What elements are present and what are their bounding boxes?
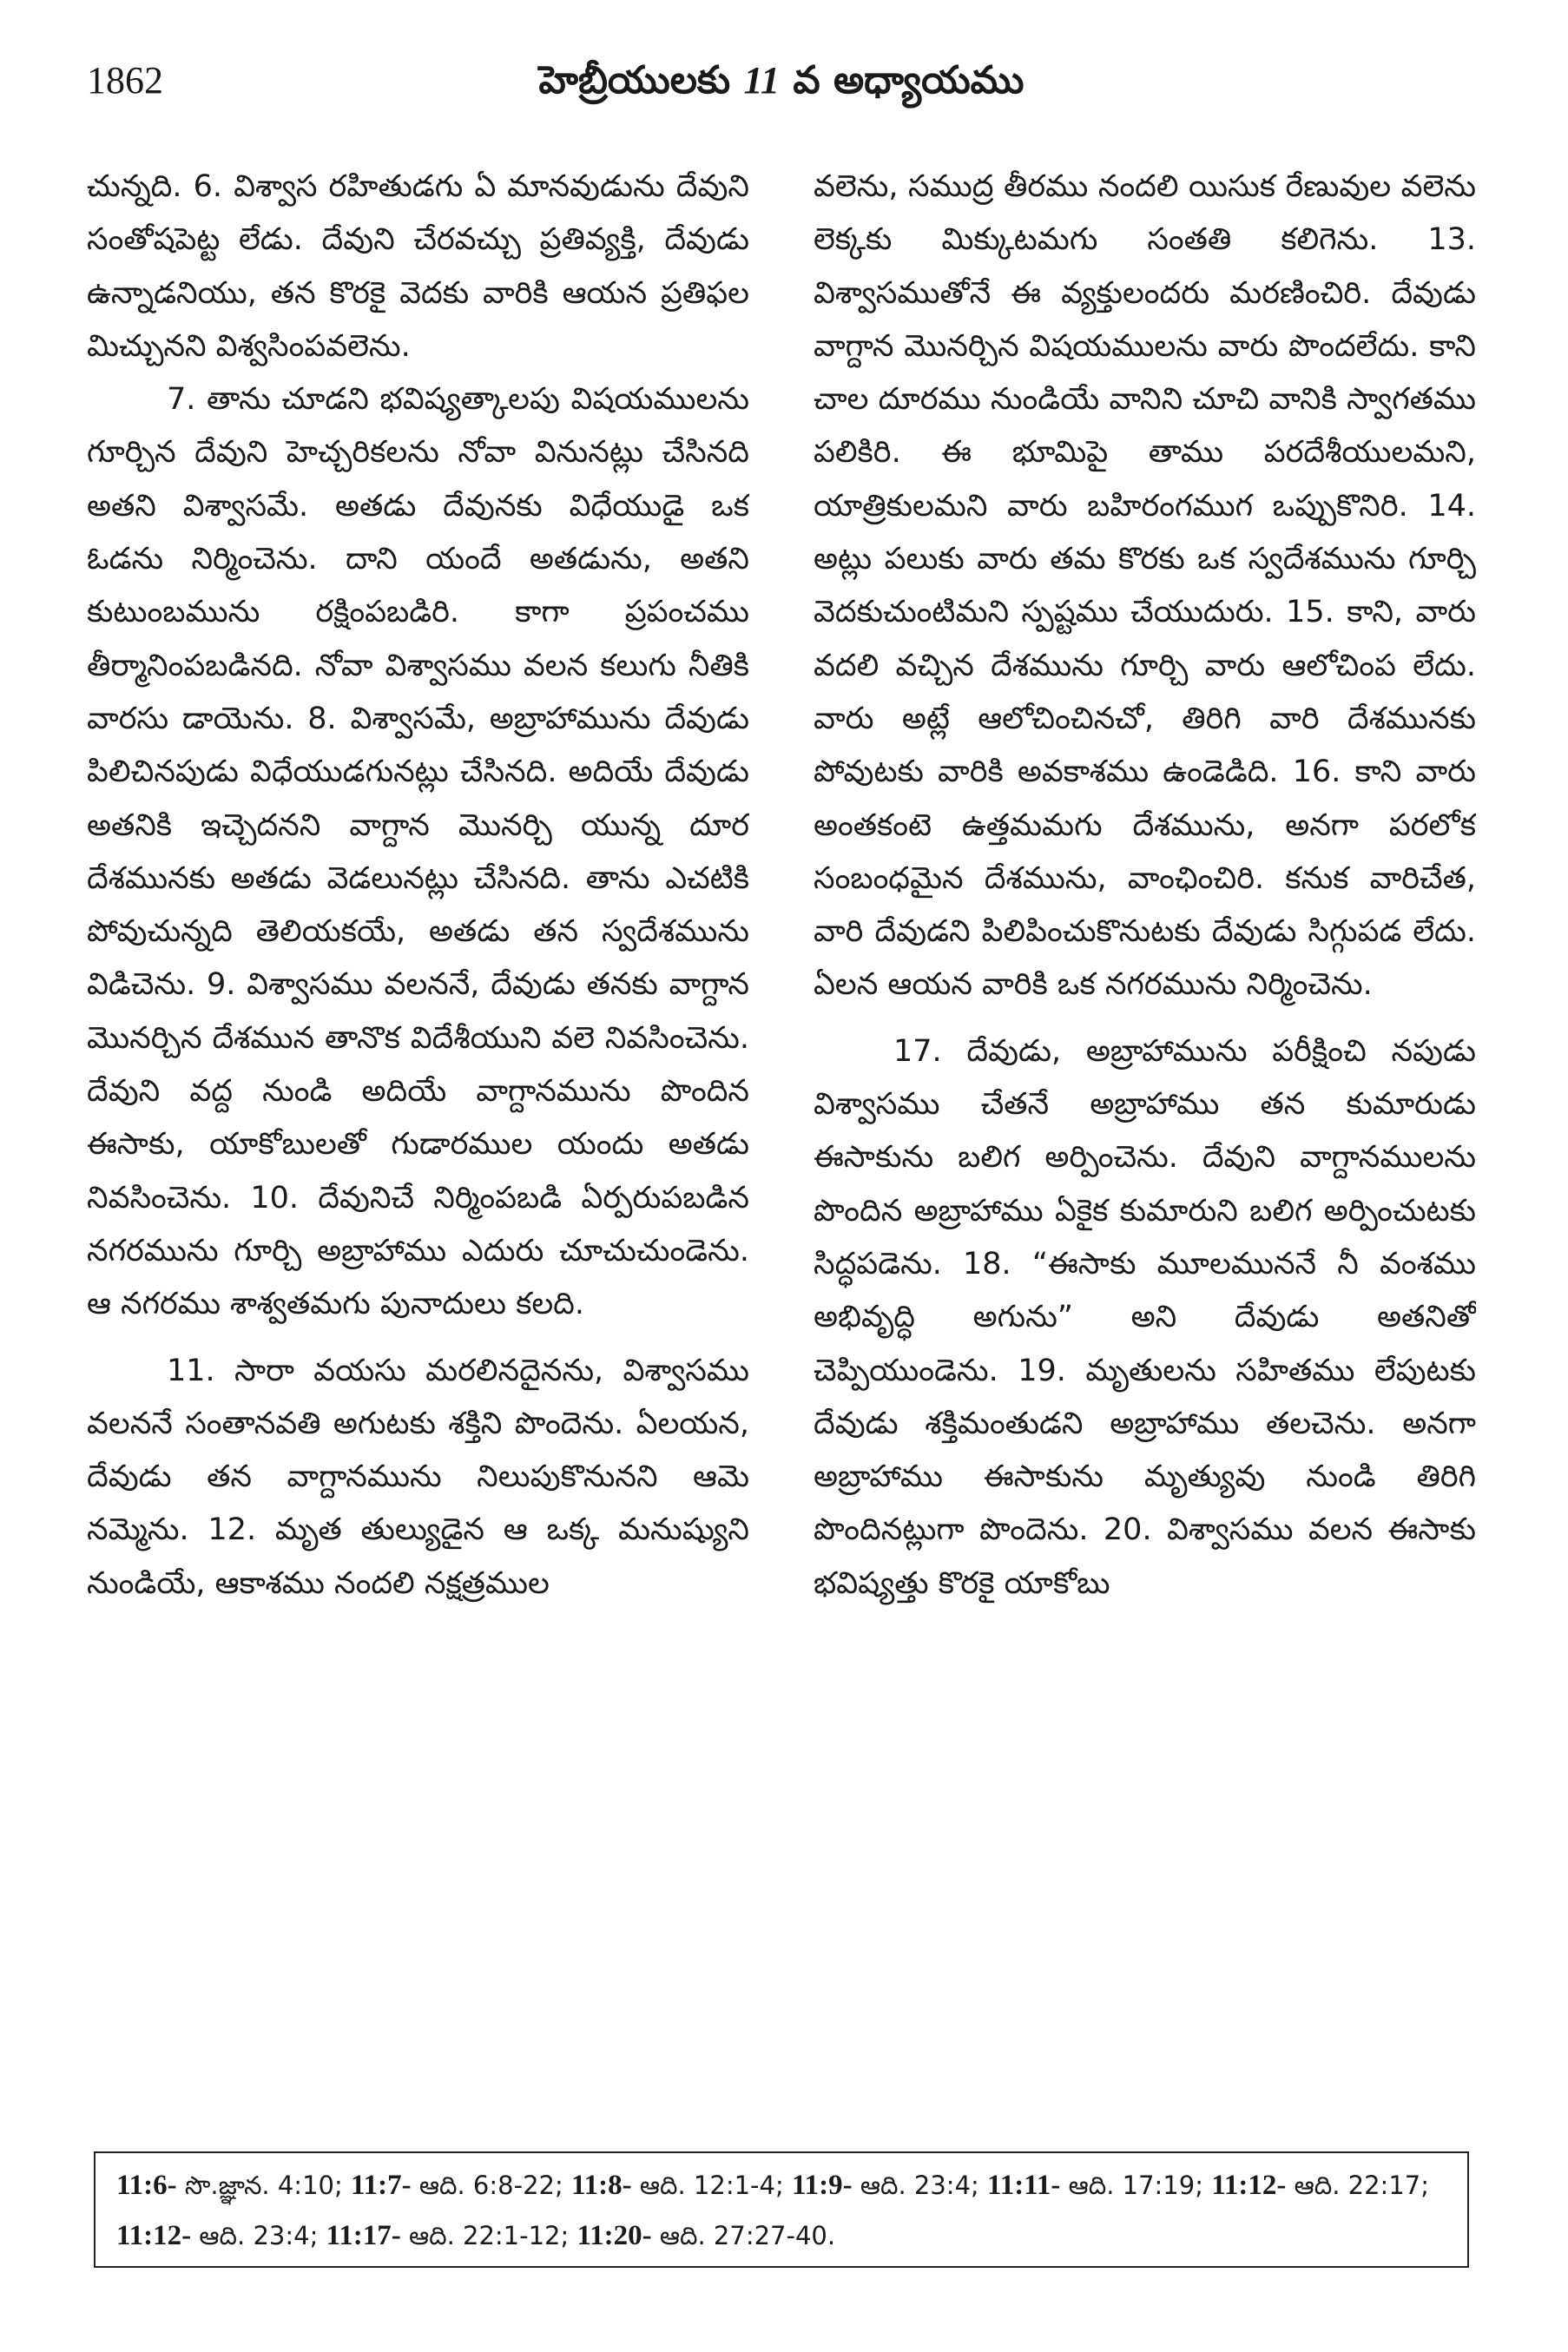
paragraph: 7. తాను చూడని భవిష్యత్కాలపు విషయములను గూర్చిన దేవుని హెచ్చరికలను నోవా వినునట్లు చేసినది అతని విశ్వాసమే. అతడు దేవునకు విధేయుడై ఒక ఓడను నిర్మించెను. దాని యందే అతడును, అతని కుటుంబమును రక్షింపబడిరి. కాగా ప్రపంచము తీర్మానింపబడినది. నోవా విశ్వాసము వలన కలుగు నీతికి వారసు డాయెను. 8. విశ్వాసమే, అబ్రాహామును దేవుడు పిలిచినపుడు విధేయుడగునట్లు చేసినది. అదియే దేవుడు అతనికి ఇచ్చెదనని వాగ్దాన మొనర్చి యున్న దూర దేశమునకు అతడు వెడలునట్లు చేసినది. తాను ఎచటికి పోవుచున్నది తెలియకయే, అతడు తన స్వదేశమును విడిచెను. 9. విశ్వాసము వలననే, దేవుడు తనకు వాగ్దాన మొనర్చిన దేశమున తానొక విదేశీయుని వలె నివసించెను. దేవుని వద్ద నుండి అదియే వాగ్దానమును పొందిన ఈసాకు, యాకోబులతో గుడారముల యందు అతడు నివసించెను. 10. దేవునిచే నిర్మింపబడి ఏర్పరుపబడిన నగరమును గూర్చి అబ్రాహాము ఎదురు చూచుచుండెను. ఆ నగరము శాశ్వతమగు పునాదులు కలది. (87, 382, 749, 1322)
cross-reference (792, 2171, 987, 2200)
paragraph: 11. సారా వయసు మరలినదైనను, విశ్వాసము వలననే సంతానవతి అగుటకు శక్తిని పొందెను. ఏలయన, దేవుడు తన వాగ్దానమును నిలుపుకొనునని ఆమె నమ్మెను. 12. మృత తుల్యుడైన ఆ ఒక్క మనుష్యుని నుండియే, ఆకాశము నందలి నక్షత్రముల (87, 1353, 749, 1601)
cross-reference (351, 2171, 571, 2200)
paragraph: చున్నది. 6. విశ్వాస రహితుడగు ఏ మానవుడును దేవుని సంతోషపెట్ట లేడు. దేవుని చేరవచ్చు ప్రతివ్యక్తి, దేవుడు ఉన్నాడనియు, తన కొరకై వెదకు వారికి ఆయన ప్రతిఫల మిచ్చునని విశ్వసింపవలెను. (87, 169, 749, 364)
cross-reference-source: ఆది. 22:17; (1286, 2171, 1429, 2200)
cross-reference (116, 2221, 326, 2250)
cross-reference-verse: 11:7- (350, 2170, 412, 2201)
cross-reference-verse: 11:12- (1211, 2170, 1287, 2201)
cross-reference (326, 2221, 577, 2250)
cross-reference-verse: 11:8- (570, 2170, 632, 2201)
cross-reference (571, 2171, 792, 2200)
book-title: హెబ్రీయులకు (538, 58, 731, 102)
right-column (814, 161, 1476, 2105)
running-head (87, 50, 1476, 111)
cross-reference-source: ఆది. 17:19; (1060, 2171, 1212, 2200)
cross-reference (576, 2221, 835, 2250)
cross-reference-source: ఆది. 23:4; (191, 2221, 326, 2250)
paragraph: 17. దేవుడు, అబ్రాహామును పరీక్షించి నపుడు విశ్వాసము చేతనే అబ్రాహాము తన కుమారుడు ఈసాకును బలిగ అర్పించెను. దేవుని వాగ్దానములను పొందిన అబ్రాహాము ఏకైక కుమారుని బలిగ అర్పించుటకు సిద్ధపడెను. 18. “ఈసాకు మూలముననే నీ వంశము అభివృద్ధి అగును” అని దేవుడు అతనితో చెప్పియుండెను. 19. మృతులను సహితము లేపుటకు దేవుడు శక్తిమంతుడని అబ్రాహాము తలచెను. అనగా అబ్రాహాము ఈసాకును మృత్యువు నుండి తిరిగి పొందినట్లుగా పొందెను. 20. విశ్వాసము వలన ఈసాకు భవిష్యత్తు కొరకై యాకోబు (814, 1033, 1476, 1601)
cross-reference-source: ఆది. 12:1-4; (631, 2171, 792, 2200)
chapter-word: వ అధ్యాయము (793, 58, 1024, 102)
cross-reference-verse: 11:9- (791, 2170, 853, 2201)
cross-reference-source: ఆది. 22:1-12; (400, 2221, 577, 2250)
chapter-number: 11 (743, 59, 781, 102)
cross-reference-verse: 11:11- (987, 2170, 1061, 2201)
cross-reference-verse: 11:17- (326, 2220, 401, 2251)
cross-reference-verse: 11:20- (576, 2220, 652, 2251)
cross-reference-box (94, 2151, 1469, 2268)
cross-reference-source: ఆది. 23:4; (852, 2171, 988, 2200)
cross-reference (116, 2171, 351, 2200)
left-column (87, 161, 749, 2105)
cross-reference-verse: 11:6- (116, 2170, 177, 2201)
cross-reference (987, 2171, 1211, 2200)
page-header (87, 50, 1476, 111)
cross-reference-source: ఆది. 27:27-40. (651, 2221, 836, 2250)
cross-reference-verse: 11:12- (116, 2220, 192, 2251)
text-columns (87, 161, 1476, 2105)
cross-reference-source: ఆది. 6:8-22; (411, 2171, 571, 2200)
cross-reference (1211, 2171, 1429, 2200)
paragraph: వలెను, సముద్ర తీరము నందలి యిసుక రేణువుల వలెను లెక్కకు మిక్కుటమగు సంతతి కలిగెను. 13. విశ్వాసముతోనే ఈ వ్యక్తులందరు మరణించిరి. దేవుడు వాగ్దాన మొనర్చిన విషయములను వారు పొందలేదు. కాని చాల దూరము నుండియే వానిని చూచి వానికి స్వాగతము పలికిరి. ఈ భూమిపై తాము పరదేశీయులమని, యాత్రికులమని వారు బహిరంగముగ ఒప్పుకొనిరి. 14. అట్లు పలుకు వారు తమ కొరకు ఒక స్వదేశమును గూర్చి వెదకుచుంటిమని స్పష్టము చేయుదురు. 15. కాని, వారు వదలి వచ్చిన దేశమును గూర్చి వారు ఆలోచింప లేదు. వారు అట్లే ఆలోచించినచో, తిరిగి వారి దేశమునకు పోవుటకు వారికి అవకాశము ఉండెడిది. 16. కాని వారు అంతకంటె ఉత్తమమగు దేశమును, అనగా పరలోక సంబంధమైన దేశమును, వాంఛించిరి. కనుక వారిచేత, వారి దేవుడని పిలిపించుకొనుటకు దేవుడు సిగ్గుపడ లేదు. ఏలన ఆయన వారికి ఒక నగరమును నిర్మించెను. (814, 169, 1476, 1003)
page-number: 1862 (87, 59, 163, 102)
cross-reference-source: సొ.జ్ఞాన. 4:10; (176, 2171, 351, 2200)
